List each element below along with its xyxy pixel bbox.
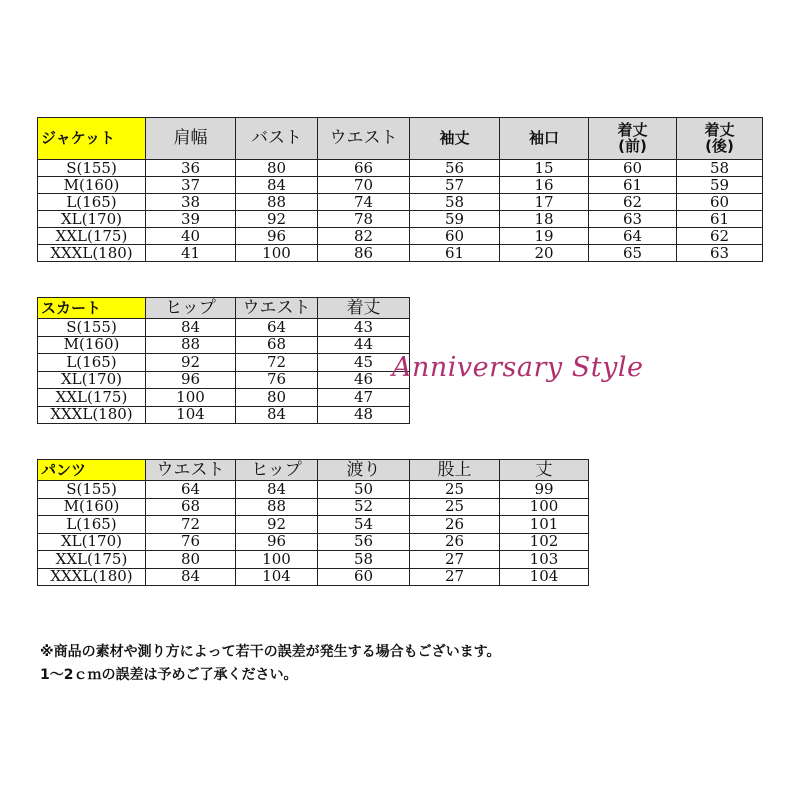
column-header-line: 着丈	[704, 120, 735, 139]
column-header: 渡り	[318, 460, 410, 481]
table-row	[38, 551, 589, 569]
measurement-cell: 100	[500, 498, 589, 516]
measurement-cell: 84	[236, 406, 318, 424]
watermark-text: Anniversary Style	[392, 352, 644, 383]
measurement-cell: 16	[500, 177, 589, 194]
column-header: ヒップ	[146, 298, 236, 319]
measurement-cell: 47	[318, 389, 410, 407]
measurement-cell: 70	[318, 177, 410, 194]
measurement-cell: 62	[677, 228, 763, 245]
measurement-cell: 104	[236, 568, 318, 586]
measurement-cell: 40	[146, 228, 236, 245]
measurement-cell: 92	[236, 211, 318, 228]
size-label: XXXL(180)	[38, 568, 146, 586]
measurement-cell: 26	[410, 533, 500, 551]
measurement-cell: 74	[318, 194, 410, 211]
measurement-cell: 61	[677, 211, 763, 228]
measurement-cell: 64	[146, 481, 236, 499]
measurement-cell: 60	[318, 568, 410, 586]
size-label: XL(170)	[38, 211, 146, 228]
measurement-cell: 76	[236, 371, 318, 389]
table-row	[38, 177, 763, 194]
measurement-cell: 64	[589, 228, 677, 245]
note-line-2: 1～2ｃｍの誤差は予めご了承ください。	[40, 667, 298, 683]
measurement-cell: 54	[318, 516, 410, 534]
table-row	[38, 211, 763, 228]
measurement-cell: 59	[410, 211, 500, 228]
table-row	[38, 389, 410, 407]
size-label: S(155)	[38, 160, 146, 177]
measurement-cell: 76	[146, 533, 236, 551]
size-label: XXXL(180)	[38, 406, 146, 424]
measurement-cell: 19	[500, 228, 589, 245]
jacket-size-table	[37, 117, 763, 262]
measurement-cell: 96	[236, 228, 318, 245]
column-header: バスト	[236, 118, 318, 160]
size-label: M(160)	[38, 498, 146, 516]
measurement-cell: 52	[318, 498, 410, 516]
size-label: XXL(175)	[38, 228, 146, 245]
measurement-cell: 68	[236, 336, 318, 354]
table-row	[38, 245, 763, 262]
measurement-cell: 104	[500, 568, 589, 586]
measurement-cell: 58	[318, 551, 410, 569]
measurement-cell: 25	[410, 498, 500, 516]
measurement-cell: 88	[236, 498, 318, 516]
measurement-cell: 88	[236, 194, 318, 211]
measurement-cell: 63	[589, 211, 677, 228]
column-header: 肩幅	[146, 118, 236, 160]
measurement-cell: 61	[410, 245, 500, 262]
table-title-pants: パンツ	[38, 460, 146, 481]
measurement-cell: 80	[236, 389, 318, 407]
measurement-cell: 80	[146, 551, 236, 569]
measurement-cell: 86	[318, 245, 410, 262]
measurement-cell: 78	[318, 211, 410, 228]
column-header-line: 着丈	[617, 120, 648, 139]
measurement-cell: 37	[146, 177, 236, 194]
measurement-cell: 25	[410, 481, 500, 499]
measurement-cell: 64	[236, 319, 318, 337]
measurement-cell: 46	[318, 371, 410, 389]
measurement-cell: 96	[236, 533, 318, 551]
table-row	[38, 228, 763, 245]
measurement-cell: 62	[589, 194, 677, 211]
measurement-cell: 45	[318, 354, 410, 372]
measurement-cell: 44	[318, 336, 410, 354]
measurement-cell: 39	[146, 211, 236, 228]
measurement-cell: 101	[500, 516, 589, 534]
column-header	[589, 118, 677, 160]
pants-size-table	[37, 459, 589, 586]
measurement-cell: 50	[318, 481, 410, 499]
measurement-cell: 84	[146, 568, 236, 586]
measurement-cell: 18	[500, 211, 589, 228]
measurement-cell: 61	[589, 177, 677, 194]
measurement-cell: 84	[236, 481, 318, 499]
measurement-cell: 58	[410, 194, 500, 211]
table-header-row	[38, 460, 589, 481]
measurement-cell: 68	[146, 498, 236, 516]
measurement-cell: 99	[500, 481, 589, 499]
measurement-cell: 17	[500, 194, 589, 211]
measurement-cell: 27	[410, 551, 500, 569]
measurement-cell: 60	[589, 160, 677, 177]
table-title-jacket: ジャケット	[38, 118, 146, 160]
table-row	[38, 371, 410, 389]
measurement-cell: 20	[500, 245, 589, 262]
size-label: XL(170)	[38, 533, 146, 551]
measurement-cell: 72	[146, 516, 236, 534]
measurement-cell: 100	[236, 551, 318, 569]
skirt-size-table	[37, 297, 410, 424]
table-header-row	[38, 118, 763, 160]
measurement-cell: 15	[500, 160, 589, 177]
measurement-cell: 72	[236, 354, 318, 372]
size-label: XXL(175)	[38, 389, 146, 407]
size-label: XXXL(180)	[38, 245, 146, 262]
measurement-cell: 104	[146, 406, 236, 424]
measurement-cell: 84	[146, 319, 236, 337]
measurement-cell: 36	[146, 160, 236, 177]
column-header: 袖口	[500, 118, 589, 160]
column-header-line: (前)	[618, 136, 647, 155]
measurement-cell: 63	[677, 245, 763, 262]
measurement-cell: 57	[410, 177, 500, 194]
size-label: XL(170)	[38, 371, 146, 389]
measurement-cell: 100	[236, 245, 318, 262]
column-header: 袖丈	[410, 118, 500, 160]
column-header	[677, 118, 763, 160]
measurement-cell: 27	[410, 568, 500, 586]
measurement-cell: 102	[500, 533, 589, 551]
measurement-cell: 82	[318, 228, 410, 245]
measurement-cell: 38	[146, 194, 236, 211]
table-row	[38, 568, 589, 586]
table-header-row	[38, 298, 410, 319]
table-row	[38, 160, 763, 177]
measurement-cell: 43	[318, 319, 410, 337]
measurement-cell: 92	[146, 354, 236, 372]
size-label: M(160)	[38, 177, 146, 194]
measurement-cell: 48	[318, 406, 410, 424]
column-header-line: (後)	[705, 136, 734, 155]
table-row	[38, 498, 589, 516]
measurement-cell: 80	[236, 160, 318, 177]
measurement-cell: 92	[236, 516, 318, 534]
measurement-cell: 96	[146, 371, 236, 389]
table-row	[38, 354, 410, 372]
size-label: M(160)	[38, 336, 146, 354]
size-label: S(155)	[38, 319, 146, 337]
column-header: 丈	[500, 460, 589, 481]
measurement-cell: 65	[589, 245, 677, 262]
size-label: XXL(175)	[38, 551, 146, 569]
size-label: L(165)	[38, 354, 146, 372]
table-row	[38, 533, 589, 551]
table-row	[38, 194, 763, 211]
measurement-cell: 84	[236, 177, 318, 194]
column-header: 股上	[410, 460, 500, 481]
measurement-cell: 66	[318, 160, 410, 177]
table-row	[38, 406, 410, 424]
measurement-cell: 60	[677, 194, 763, 211]
measurement-cell: 56	[410, 160, 500, 177]
measurement-cell: 60	[410, 228, 500, 245]
note-line-1: ※商品の素材や測り方によって若干の誤差が発生する場合もございます。	[40, 644, 501, 660]
size-label: S(155)	[38, 481, 146, 499]
size-label: L(165)	[38, 516, 146, 534]
measurement-cell: 26	[410, 516, 500, 534]
table-row	[38, 336, 410, 354]
measurement-cell: 88	[146, 336, 236, 354]
column-header: ウエスト	[146, 460, 236, 481]
table-title-skirt: スカート	[38, 298, 146, 319]
measurement-cell: 103	[500, 551, 589, 569]
table-row	[38, 319, 410, 337]
column-header: 着丈	[318, 298, 410, 319]
measurement-cell: 100	[146, 389, 236, 407]
table-row	[38, 516, 589, 534]
measurement-cell: 41	[146, 245, 236, 262]
measurement-cell: 58	[677, 160, 763, 177]
table-row	[38, 481, 589, 499]
measurement-cell: 56	[318, 533, 410, 551]
measurement-cell: 59	[677, 177, 763, 194]
column-header: ウエスト	[318, 118, 410, 160]
size-label: L(165)	[38, 194, 146, 211]
column-header: ヒップ	[236, 460, 318, 481]
column-header: ウエスト	[236, 298, 318, 319]
